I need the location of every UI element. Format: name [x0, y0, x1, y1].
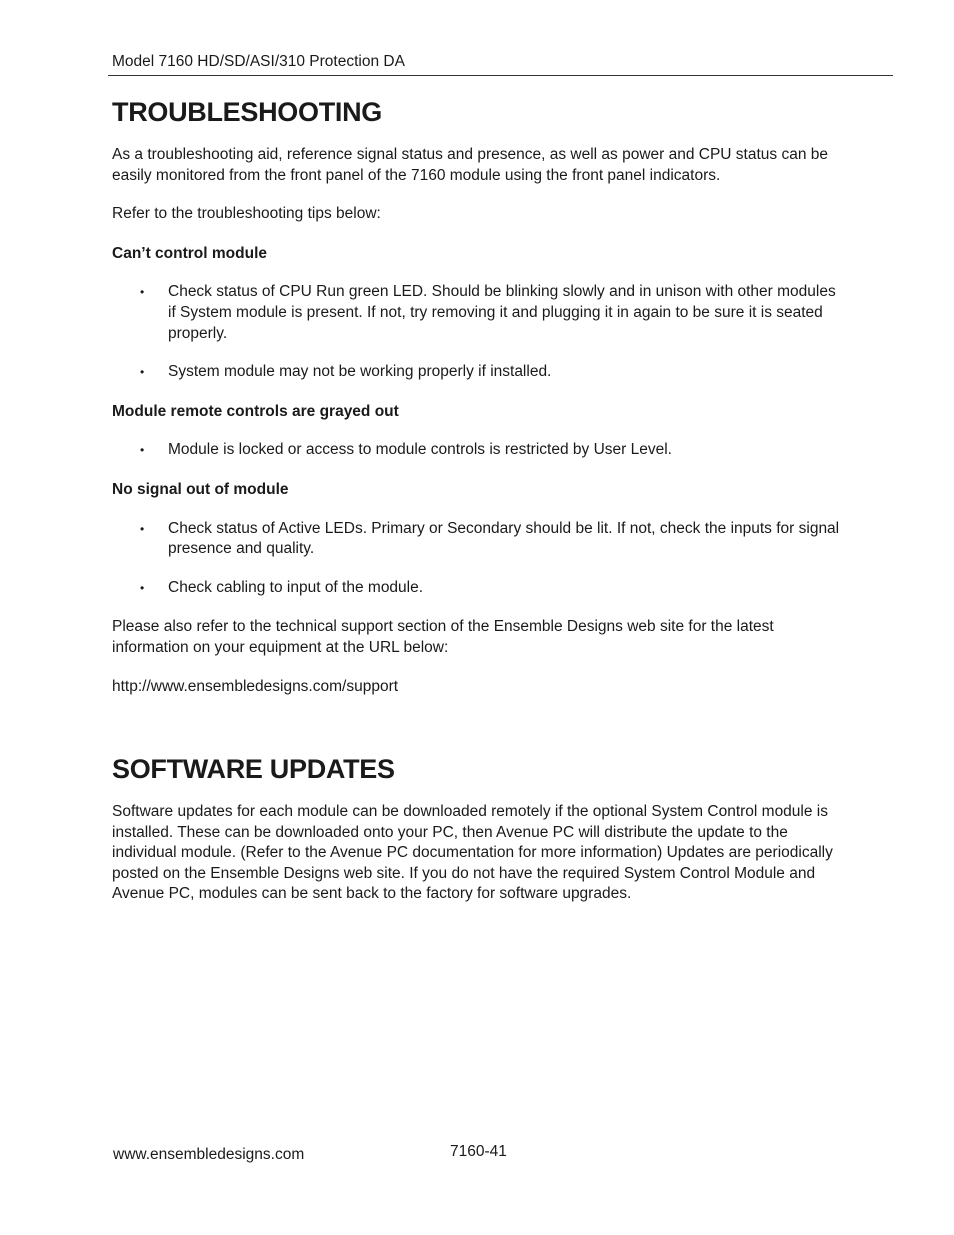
- bullet-icon: •: [140, 285, 145, 300]
- section-title-cant-control: Can’t control module: [112, 244, 267, 262]
- troubleshooting-refer: Refer to the troubleshooting tips below:: [112, 205, 381, 223]
- troubleshooting-heading: TROUBLESHOOTING: [112, 97, 382, 127]
- footer-website-link[interactable]: www.ensembledesigns.com: [113, 1146, 305, 1163]
- bullet-list-no-signal: [112, 519, 847, 599]
- bullet-icon: •: [140, 521, 145, 536]
- header-divider: [108, 75, 893, 76]
- section-title-grayed-out: Module remote controls are grayed out: [112, 402, 399, 420]
- running-header: Model 7160 HD/SD/ASI/310 Protection DA: [112, 53, 405, 70]
- bullet-list-grayed-out: [112, 440, 847, 461]
- list-item: • Check status of CPU Run green LED. Should be blinking slowly and in unison with other modules if System module is present. If not, try removing it and plugging it in again to be sure it is seated properly.: [140, 283, 836, 342]
- list-item: • Check status of Active LEDs. Primary or Secondary should be lit. If not, check the inputs for signal presence and quality.: [140, 519, 840, 558]
- support-text: Please also refer to the technical support section of the Ensemble Designs web site for the latest information on your equipment at the URL below:: [112, 618, 774, 656]
- page-number: 7160-41: [450, 1143, 507, 1160]
- bullet-icon: •: [140, 580, 145, 595]
- support-url-link[interactable]: http://www.ensembledesigns.com/support: [112, 677, 399, 695]
- software-updates-body: Software updates for each module can be downloaded remotely if the optional System Control module is installed. These can be downloaded onto your PC, then Avenue PC will distribute the update to the individual module. (Refer to the Avenue PC documentation for more information) Updates are periodically posted on the Ensemble Designs web site. If you do not have the required System Control Module and Avenue PC, modules can be sent back to the factory for software upgrades.: [112, 803, 833, 903]
- bullet-list-cant-control: [112, 282, 847, 382]
- section-title-no-signal: No signal out of module: [112, 480, 289, 498]
- software-updates-heading: SOFTWARE UPDATES: [112, 754, 395, 785]
- bullet-icon: •: [140, 443, 145, 458]
- page-content: [112, 96, 847, 905]
- bullet-icon: •: [140, 365, 145, 380]
- troubleshooting-intro: As a troubleshooting aid, reference signal status and presence, as well as power and CPU status can be easily monitored from the front panel of the 7160 module using the front panel indicators.: [112, 146, 828, 184]
- list-item: • Module is locked or access to module controls is restricted by User Level.: [112, 440, 847, 461]
- list-item: • Check cabling to input of the module.: [112, 578, 847, 599]
- list-item: • System module may not be working properly if installed.: [112, 362, 847, 383]
